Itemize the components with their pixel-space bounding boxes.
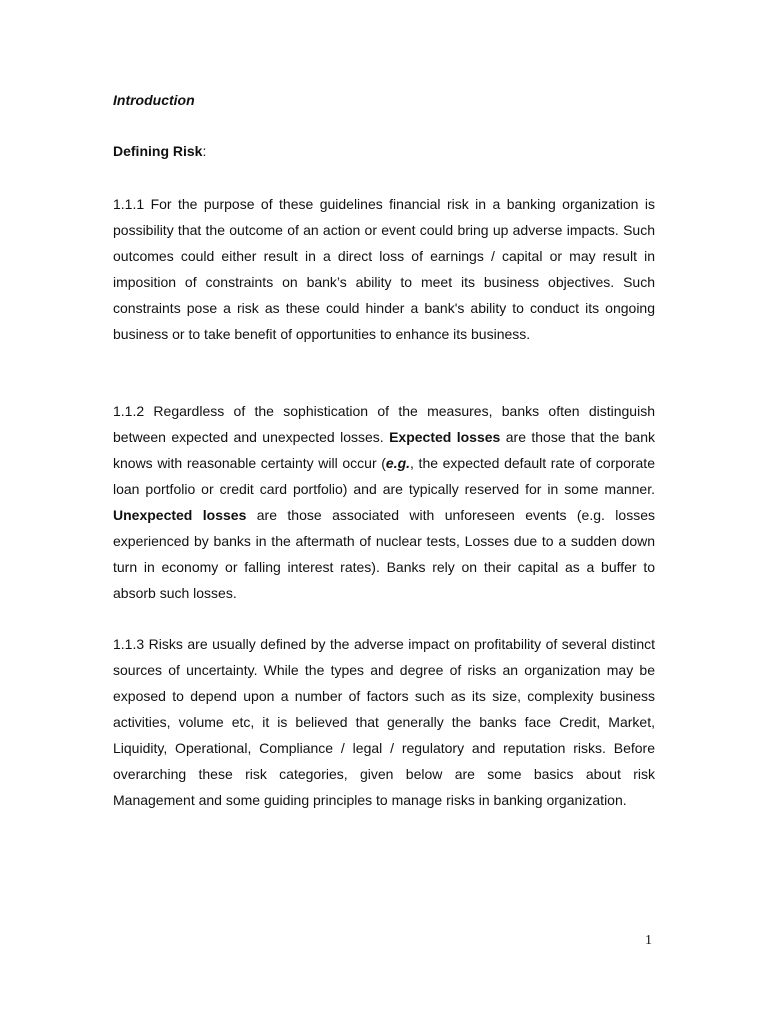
page-number: 1 [645, 933, 652, 948]
unexpected-losses-term: Unexpected losses [113, 507, 247, 523]
paragraph-1-1-2-part2: are those that the bank knows with reasonable certainty will occur ( [113, 429, 656, 471]
paragraph-1-1-1: 1.1.1 For the purpose of these guidelines financial risk in a banking organization is possibility that the outcome of an action or event could bring up adverse impacts. Such outcomes could either result in a direct loss of earnings / capital or may result in imposition of constraints on bank’s ability to meet its business objectives. Such constraints pose a risk as these could hinder a bank's ability to conduct its ongoing business or to take benefit of opportunities to enhance its business. [113, 196, 655, 342]
paragraph-1-1-2-part1: 1.1.2 Regardless of the sophistication of the measures, banks often distinguish between expected and unexpected losses. [113, 403, 655, 445]
expected-losses-term: Expected losses [389, 429, 501, 445]
subsection-title-text: Defining Risk [113, 143, 203, 159]
paragraph-1-1-2-part4: are those associated with unforeseen events (e.g. losses experienced by banks in the aftermath of nuclear tests, Losses due to a sudden down turn in economy or falling interest rates). Banks rely on their capital as a buffer to absorb such losses. [113, 507, 655, 601]
subsection-colon: : [202, 143, 207, 159]
paragraph-1-1-2-part3: , the expected default rate of corporate loan portfolio or credit card portfolio) and are typically reserved for in some manner. [113, 455, 655, 497]
subsection-title [113, 141, 206, 161]
paragraph-1-1-3: 1.1.3 Risks are usually defined by the adverse impact on profitability of several distinct sources of uncertainty. While the types and degree of risks an organization may be exposed to depend upon a number of factors such as its size, complexity business activities, volume etc, it is believed that generally the banks face Credit, Market, Liquidity, Operational, Compliance / legal / regulatory and reputation risks. Before overarching these risk categories, given below are some basics about risk Management and some guiding principles to manage risks in banking organization. [113, 636, 655, 808]
section-title: Introduction [113, 92, 195, 108]
eg-abbreviation: e.g. [385, 455, 411, 471]
paragraph-1-1-2 [113, 398, 655, 606]
